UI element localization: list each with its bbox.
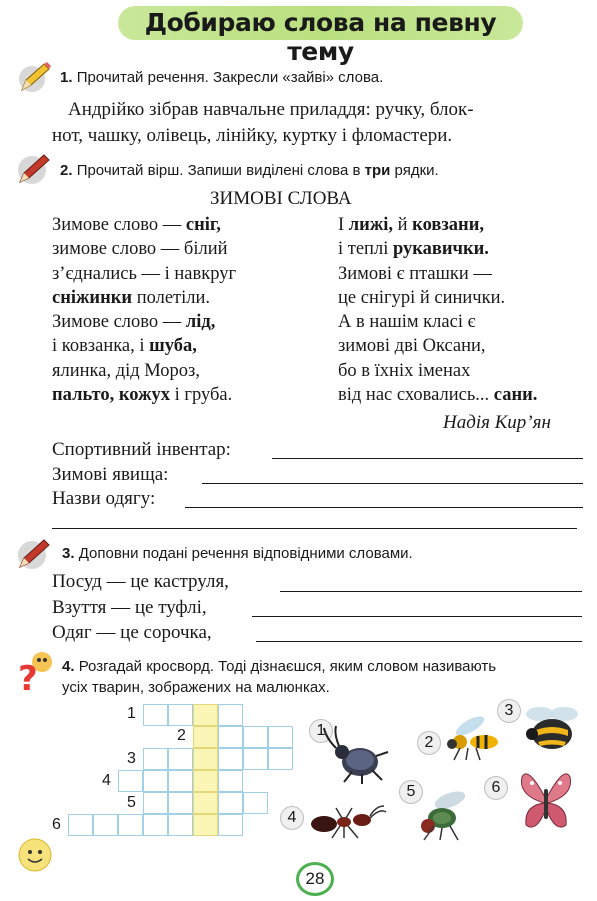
poem-line: Зимове слово — лід, <box>52 312 216 333</box>
crossword-cell[interactable] <box>143 814 168 836</box>
poem-line: зимові дві Оксани, <box>338 336 486 357</box>
poem-line: пальто, кожух і груба. <box>52 385 233 406</box>
task3-line-1: Посуд — це каструля, <box>52 571 229 592</box>
task3-line-2: Взуття — це туфлі, <box>52 597 207 618</box>
crossword-cell[interactable] <box>218 792 243 814</box>
answer-line-extra[interactable] <box>52 527 577 529</box>
prompt-clothes: Назви одягу: <box>52 488 156 509</box>
task2-instruction-post: рядки. <box>390 162 439 179</box>
answer-line-winter[interactable] <box>202 482 583 484</box>
poem-line: Зимове слово — сніг, <box>52 215 221 235</box>
crossword-cell[interactable] <box>168 770 193 792</box>
poem-line: від нас сховались... сани. <box>338 385 538 406</box>
ant-image <box>306 804 388 845</box>
crossword-cell[interactable] <box>243 792 268 814</box>
page-number: 28 <box>296 862 334 896</box>
crossword-cell[interactable] <box>93 814 118 836</box>
crossword-cell[interactable] <box>218 770 243 792</box>
poem-author: Надія Кир’ян <box>443 412 551 433</box>
task4-instruction-2: усіх тварин, зображених на малюнках. <box>62 679 330 696</box>
task4-number: 4. <box>62 658 75 675</box>
crossword-number: 2 <box>177 727 186 744</box>
answer-line-clothing[interactable] <box>256 640 582 642</box>
crossword-cell[interactable] <box>143 704 168 726</box>
crossword-cell[interactable] <box>218 704 243 726</box>
fly-image <box>412 786 470 847</box>
picture-number: 6 <box>484 776 508 800</box>
page-title: Добираю слова на певну тему <box>144 8 497 66</box>
crossword-number: 6 <box>52 816 61 833</box>
picture-number: 5 <box>399 780 423 804</box>
crossword-cell[interactable] <box>143 770 168 792</box>
crossword-key-cell[interactable] <box>193 704 218 726</box>
svg-text:?: ? <box>18 659 38 692</box>
crossword-number: 3 <box>127 750 136 767</box>
task2-instruction-pre: Прочитай вірш. Запиши виділені слова в <box>76 162 365 179</box>
pencil-icon <box>16 60 52 99</box>
poem-column-2 <box>338 213 537 407</box>
task3-instruction: Доповни подані речення відповідними словами. <box>78 545 413 562</box>
poem-line: І лижі, й ковзани, <box>338 215 484 235</box>
crossword-cell[interactable] <box>168 814 193 836</box>
task2-instruction-bold: три <box>364 162 391 179</box>
poem-line: бо в їхніх іменах <box>338 360 471 381</box>
task4-instruction-1: Розгадай кросворд. Тоді дізнаєшся, яким словом називають <box>78 658 497 675</box>
crossword-cell[interactable] <box>268 726 293 748</box>
crossword-cell[interactable] <box>218 726 243 748</box>
picture-number: 2 <box>417 731 441 755</box>
answer-line-shoes[interactable] <box>252 615 582 617</box>
question-mascot-icon <box>16 648 58 697</box>
pen-icon <box>14 535 52 576</box>
task3-line-3: Одяг — це сорочка, <box>52 622 212 643</box>
crossword-key-cell[interactable] <box>193 748 218 770</box>
crossword-cell[interactable] <box>118 770 143 792</box>
poem-line: і теплі рукавички. <box>338 239 489 260</box>
crossword-cell[interactable] <box>143 792 168 814</box>
smiley-icon <box>18 838 52 877</box>
crossword-cell[interactable] <box>218 748 243 770</box>
task1-text-line2: нот, чашку, олівець, лінійку, куртку і фломастери. <box>52 125 453 146</box>
poem-line: і ковзанка, і шуба, <box>52 336 197 357</box>
task1-number: 1. <box>60 69 73 86</box>
pen-icon <box>14 150 52 191</box>
crossword-cell[interactable] <box>68 814 93 836</box>
crossword-cell[interactable] <box>143 748 168 770</box>
crossword-key-cell[interactable] <box>193 770 218 792</box>
picture-number: 3 <box>497 699 521 723</box>
answer-line-sport[interactable] <box>272 457 583 459</box>
crossword-number: 1 <box>127 705 136 722</box>
butterfly-image <box>518 765 574 842</box>
poem-line: з’єднались — і навкруг <box>52 263 237 284</box>
poem-line: зимове слово — білий <box>52 239 228 260</box>
poem-line: А в нашім класі є <box>338 312 476 333</box>
bumblebee-image <box>520 702 582 761</box>
prompt-sport: Спортивний інвентар: <box>52 439 231 460</box>
task1-text-line1: Андрійко зібрав навчальне приладдя: ручку, блок- <box>68 99 474 120</box>
task3-number: 3. <box>62 545 75 562</box>
crossword-cell[interactable] <box>243 748 268 770</box>
crossword-key-cell[interactable] <box>193 814 218 836</box>
crossword-number: 5 <box>127 794 136 811</box>
crossword-cell[interactable] <box>243 726 268 748</box>
crossword-cell[interactable] <box>168 792 193 814</box>
crossword-key-cell[interactable] <box>193 792 218 814</box>
crossword-cell[interactable] <box>168 704 193 726</box>
picture-number: 1 <box>309 719 333 743</box>
crossword-cell[interactable] <box>118 814 143 836</box>
poem-line: Зимові є пташки — <box>338 263 492 284</box>
poem-title: ЗИМОВІ СЛОВА <box>210 188 352 209</box>
beetle-image <box>322 724 392 789</box>
poem-column-1 <box>52 213 236 407</box>
prompt-winter: Зимові явища: <box>52 464 169 485</box>
poem-line: сніжинки полетіли. <box>52 287 211 308</box>
task1-instruction: Прочитай речення. Закресли «зайві» слова. <box>76 69 384 86</box>
wasp-image <box>440 712 506 767</box>
crossword-number: 4 <box>102 772 111 789</box>
answer-line-dishes[interactable] <box>280 590 582 592</box>
task2-number: 2. <box>60 162 73 179</box>
crossword-key-cell[interactable] <box>193 726 218 748</box>
poem-line: це снігурі й синички. <box>338 287 506 308</box>
poem-line: ялинка, дід Мороз, <box>52 360 200 381</box>
answer-line-clothes[interactable] <box>185 506 583 508</box>
picture-number: 4 <box>280 806 304 830</box>
crossword-cell[interactable] <box>168 748 193 770</box>
crossword-cell[interactable] <box>268 748 293 770</box>
crossword-cell[interactable] <box>218 814 243 836</box>
